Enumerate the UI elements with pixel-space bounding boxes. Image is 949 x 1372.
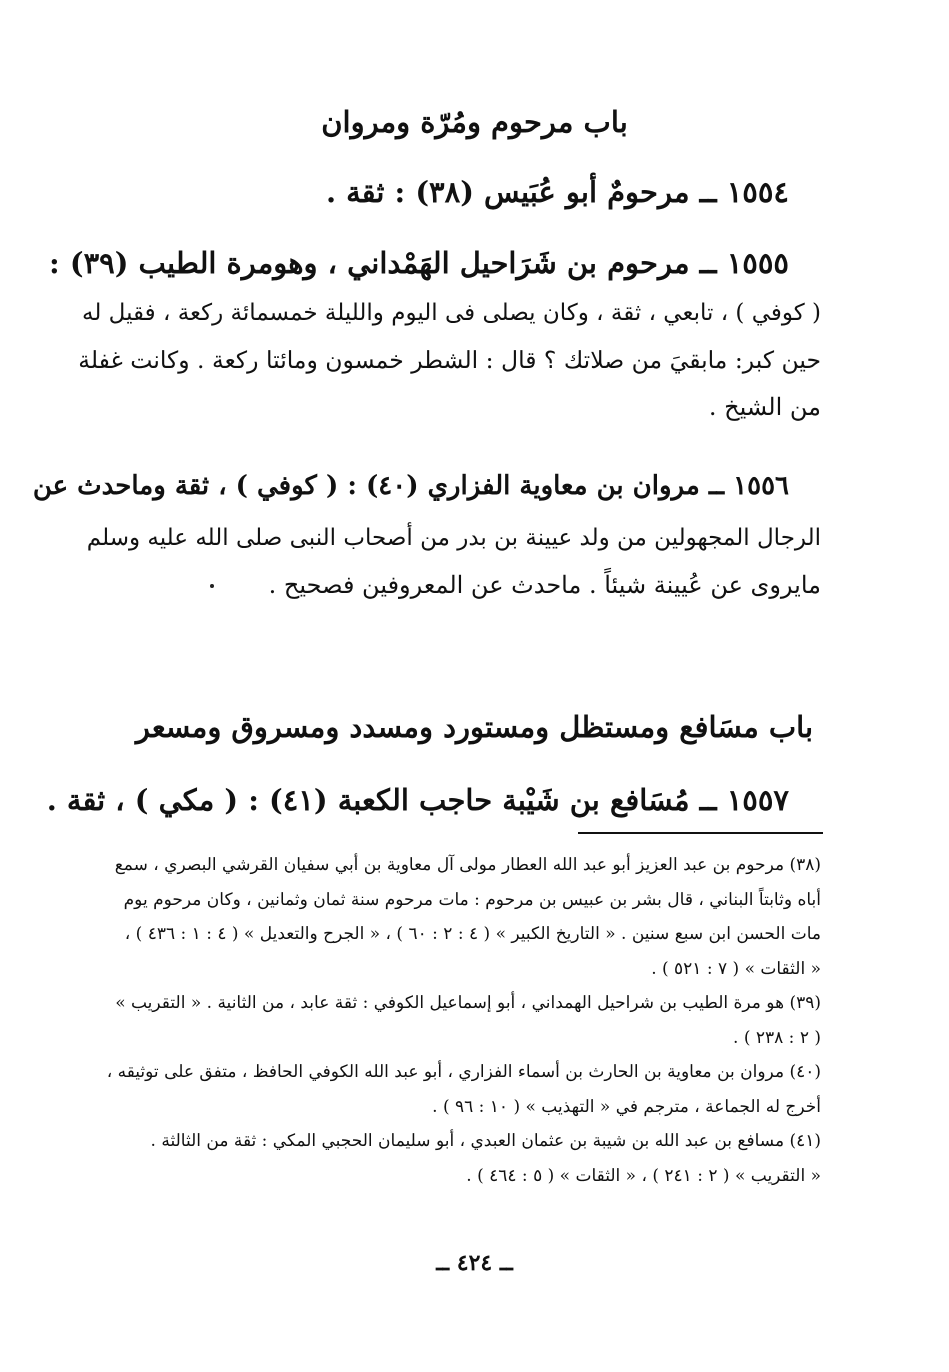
footnote-line: مات الحسن ابن سبع سنين . « التاريخ الكبير » ( ٤ : ٢ : ٦٠ ) ، « الجرح والتعديل » ( ٤ : ١ : ٤٣٦ ) ، [124, 924, 821, 944]
section-heading-musafi-mustazil: باب مسَافع ومستظل ومستورد ومسدد ومسروق ومسعر [135, 710, 814, 744]
entry-1556-body [78, 515, 821, 609]
footnote-line: « التقريب » ( ٢ : ٢٤١ ) ، « الثقات » ( ٥ : ٤٦٤ ) . [466, 1165, 821, 1186]
entry-1557-heading: ١٥٥٧ ــ مُسَافع بن شَيْبة حاجب الكعبة (٤١) : ( مكي ) ، ثقة . [46, 783, 789, 817]
entry-1555-line-2: حين كبر: مابقيَ من صلاتك ؟ قال : الشطر خمسون ومائتا ركعة . وكانت غفلة [78, 346, 821, 374]
footnote-line: (٣٩) هو مرة الطيب بن شراحيل الهمداني ، أبو إسماعيل الكوفي : ثقة عابد ، من الثانية . « التقريب » [115, 993, 821, 1013]
footnote-line: (٣٨) مرحوم بن عبد العزيز أبو عبد الله العطار مولى آل معاوية بن أبي سفيان القرشي البصري ، سمع [114, 855, 821, 875]
section-heading-marhum-murra-marwan: باب مرحوم ومُرّة ومروان [321, 105, 628, 139]
stray-ink-dot [210, 584, 214, 588]
footnotes [78, 848, 821, 1193]
page-number: ــ ٤٢٤ ــ [436, 1250, 513, 1276]
entry-1556-line-2: مايروى عن عُيينة شيئاً . ماحدث عن المعروفين فصحيح . [268, 571, 821, 599]
footnote-line: (٤٠) مروان بن معاوية بن الحارث بن أسماء الفزاري ، أبو عبد الله الكوفي الحافظ ، متفق على توثيقه ، [106, 1062, 821, 1082]
footnote-line: أخرج له الجماعة ، مترجم في « التهذيب » ( ١٠ : ٩٦ ) . [432, 1096, 821, 1117]
entry-1556-line-1: الرجال المجهولين من ولد عيينة بن بدر من أصحاب النبى صلى الله عليه وسلم [86, 525, 821, 551]
entry-1554-heading: ١٥٥٤ ــ مرحومٌ أبو عُبَيس (٣٨) : ثقة . [325, 175, 789, 209]
footnote-line: (٤١) مسافع بن عبد الله بن شيبة بن عثمان العبدي ، أبو سليمان الحجبي المكي : ثقة من الثالثة . [150, 1131, 821, 1151]
entry-1555-heading: ١٥٥٥ ــ مرحوم بن شَرَاحيل الهَمْداني ، وهومرة الطيب (٣٩) : [49, 246, 789, 280]
footnote-line: « الثقات » ( ٧ : ٥٢١ ) . [651, 958, 821, 979]
entry-1555-body [78, 290, 821, 431]
entry-1556-heading: ١٥٥٦ ــ مروان بن معاوية الفزاري (٤٠) : ( كوفي ) ، ثقة وماحدث عن [32, 471, 789, 501]
footnote-line: ( ٢ : ٢٣٨ ) . [733, 1027, 821, 1048]
footnote-line: أباه وثابتاً البناني ، قال بشر بن عبيس بن مرحوم : مات مرحوم سنة ثمان وثمانين ، وكان مرحوم يوم [123, 889, 821, 910]
entry-1555-line-3: من الشيخ . [708, 393, 821, 421]
footnote-separator [578, 832, 823, 834]
entry-1555-line-1: ( كوفي ) ، تابعي ، ثقة ، وكان يصلى فى اليوم والليلة خمسمائة ركعة ، فقيل له [82, 300, 821, 326]
